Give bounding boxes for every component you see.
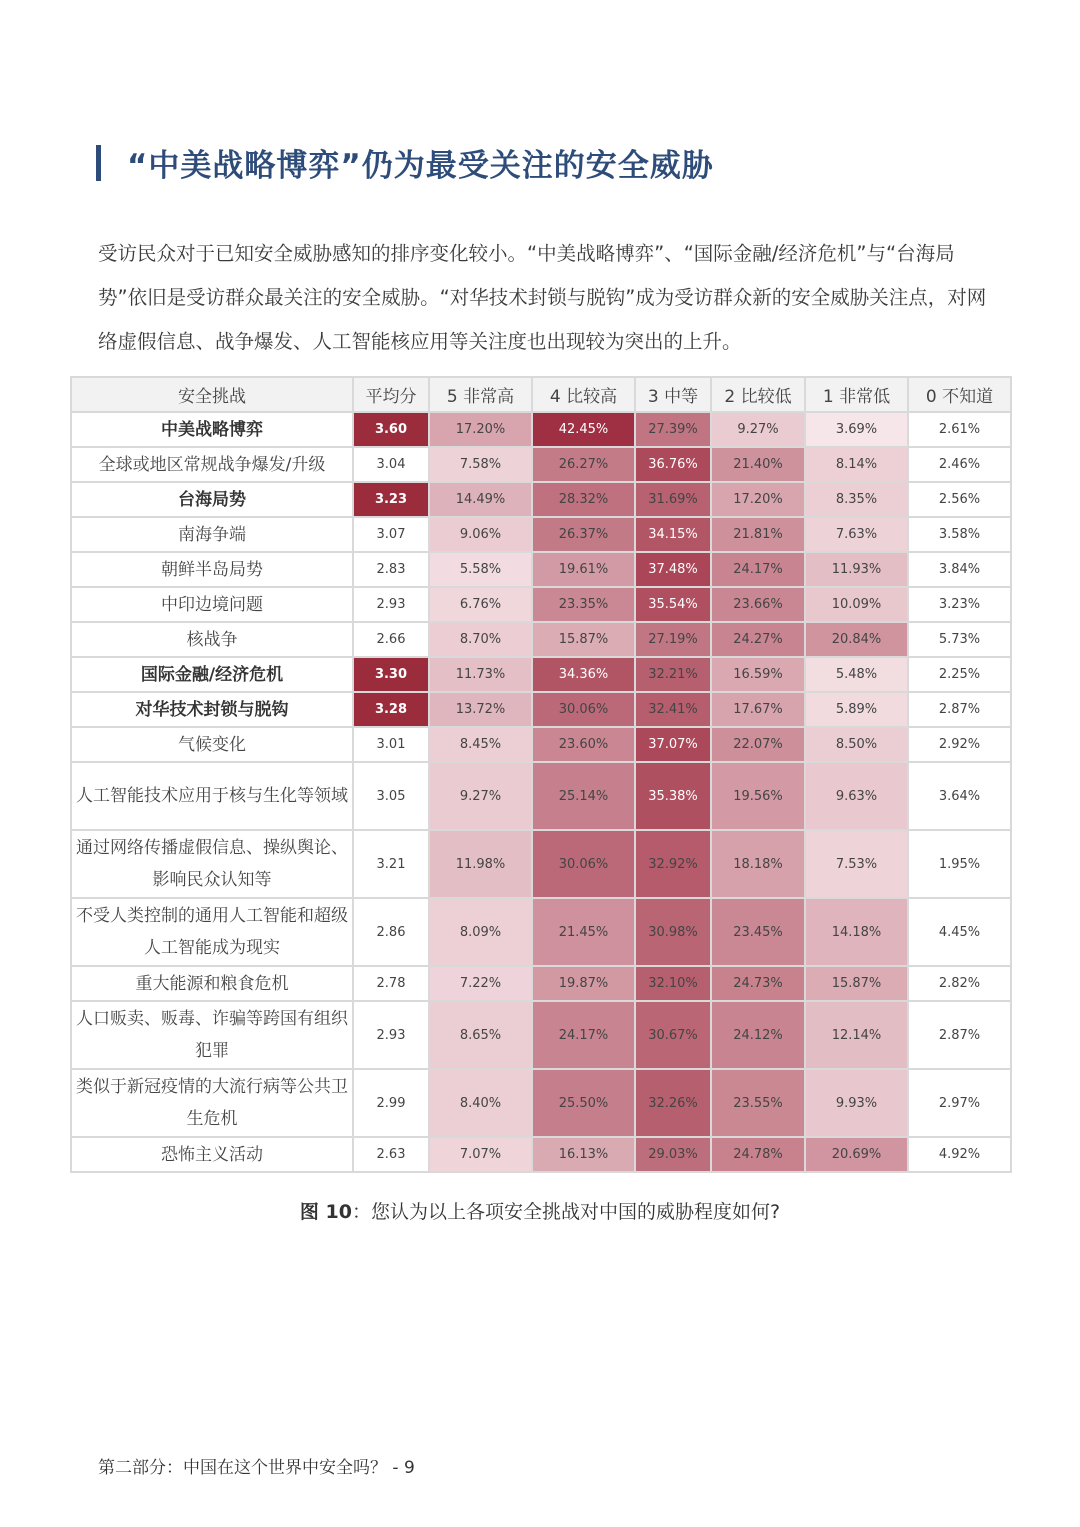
percent-cell: 21.81% xyxy=(711,517,805,552)
table-row xyxy=(71,966,1011,1001)
table-row xyxy=(71,762,1011,830)
average-score-cell: 2.93 xyxy=(353,587,429,622)
percent-cell: 3.58% xyxy=(908,517,1011,552)
percent-cell: 8.65% xyxy=(429,1001,532,1069)
threat-name-cell: 核战争 xyxy=(71,622,353,657)
percent-cell: 35.38% xyxy=(635,762,711,830)
percent-cell: 19.56% xyxy=(711,762,805,830)
table-row xyxy=(71,1137,1011,1172)
percent-cell: 19.61% xyxy=(532,552,635,587)
percent-cell: 14.18% xyxy=(805,898,908,966)
percent-cell: 9.63% xyxy=(805,762,908,830)
average-score-cell: 2.86 xyxy=(353,898,429,966)
percent-cell: 32.26% xyxy=(635,1069,711,1137)
figure-caption xyxy=(0,1197,1080,1224)
column-header: 4 比较高 xyxy=(532,377,635,412)
percent-cell: 17.20% xyxy=(711,482,805,517)
percent-cell: 21.40% xyxy=(711,447,805,482)
percent-cell: 35.54% xyxy=(635,587,711,622)
percent-cell: 4.45% xyxy=(908,898,1011,966)
percent-cell: 24.12% xyxy=(711,1001,805,1069)
threat-name-cell: 台海局势 xyxy=(71,482,353,517)
percent-cell: 7.58% xyxy=(429,447,532,482)
table-row xyxy=(71,482,1011,517)
percent-cell: 12.14% xyxy=(805,1001,908,1069)
percent-cell: 11.73% xyxy=(429,657,532,692)
percent-cell: 27.19% xyxy=(635,622,711,657)
percent-cell: 8.35% xyxy=(805,482,908,517)
column-header: 0 不知道 xyxy=(908,377,1011,412)
threat-name-cell: 南海争端 xyxy=(71,517,353,552)
percent-cell: 17.67% xyxy=(711,692,805,727)
percent-cell: 32.92% xyxy=(635,830,711,898)
percent-cell: 8.14% xyxy=(805,447,908,482)
percent-cell: 32.10% xyxy=(635,966,711,1001)
table-row xyxy=(71,587,1011,622)
percent-cell: 8.40% xyxy=(429,1069,532,1137)
percent-cell: 7.63% xyxy=(805,517,908,552)
table-row xyxy=(71,1069,1011,1137)
average-score-cell: 3.04 xyxy=(353,447,429,482)
column-header: 5 非常高 xyxy=(429,377,532,412)
threat-name-cell: 人工智能技术应用于核与生化等领域 xyxy=(71,762,353,830)
percent-cell: 29.03% xyxy=(635,1137,711,1172)
percent-cell: 15.87% xyxy=(805,966,908,1001)
percent-cell: 26.37% xyxy=(532,517,635,552)
table-row xyxy=(71,552,1011,587)
percent-cell: 10.09% xyxy=(805,587,908,622)
average-score-cell: 3.07 xyxy=(353,517,429,552)
percent-cell: 14.49% xyxy=(429,482,532,517)
threat-name-cell: 类似于新冠疫情的大流行病等公共卫生危机 xyxy=(71,1069,353,1137)
percent-cell: 2.56% xyxy=(908,482,1011,517)
average-score-cell: 3.28 xyxy=(353,692,429,727)
percent-cell: 30.06% xyxy=(532,692,635,727)
table-row xyxy=(71,517,1011,552)
percent-cell: 36.76% xyxy=(635,447,711,482)
average-score-cell: 2.66 xyxy=(353,622,429,657)
threat-name-cell: 人口贩卖、贩毒、诈骗等跨国有组织犯罪 xyxy=(71,1001,353,1069)
table-row xyxy=(71,692,1011,727)
percent-cell: 23.66% xyxy=(711,587,805,622)
percent-cell: 37.07% xyxy=(635,727,711,762)
percent-cell: 2.25% xyxy=(908,657,1011,692)
page-footer: 第二部分：中国在这个世界中安全吗？ - 9 xyxy=(98,1458,415,1478)
column-header: 1 非常低 xyxy=(805,377,908,412)
threat-name-cell: 恐怖主义活动 xyxy=(71,1137,353,1172)
percent-cell: 4.92% xyxy=(908,1137,1011,1172)
percent-cell: 34.36% xyxy=(532,657,635,692)
page-title: “中美战略博弈”仍为最受关注的安全威胁 xyxy=(127,148,714,184)
heading-accent-bar xyxy=(96,145,101,181)
percent-cell: 8.09% xyxy=(429,898,532,966)
percent-cell: 2.61% xyxy=(908,412,1011,447)
section-heading xyxy=(96,140,714,185)
percent-cell: 24.17% xyxy=(532,1001,635,1069)
average-score-cell: 2.63 xyxy=(353,1137,429,1172)
percent-cell: 21.45% xyxy=(532,898,635,966)
threat-name-cell: 重大能源和粮食危机 xyxy=(71,966,353,1001)
percent-cell: 30.06% xyxy=(532,830,635,898)
threat-name-cell: 中印边境问题 xyxy=(71,587,353,622)
average-score-cell: 3.23 xyxy=(353,482,429,517)
percent-cell: 2.97% xyxy=(908,1069,1011,1137)
percent-cell: 3.23% xyxy=(908,587,1011,622)
average-score-cell: 2.78 xyxy=(353,966,429,1001)
figure-question: ：您认为以上各项安全挑战对中国的威胁程度如何? xyxy=(351,1201,781,1223)
percent-cell: 3.84% xyxy=(908,552,1011,587)
percent-cell: 23.45% xyxy=(711,898,805,966)
percent-cell: 32.21% xyxy=(635,657,711,692)
percent-cell: 17.20% xyxy=(429,412,532,447)
column-header: 3 中等 xyxy=(635,377,711,412)
percent-cell: 22.07% xyxy=(711,727,805,762)
table-row xyxy=(71,622,1011,657)
percent-cell: 23.60% xyxy=(532,727,635,762)
percent-cell: 6.76% xyxy=(429,587,532,622)
percent-cell: 42.45% xyxy=(532,412,635,447)
percent-cell: 15.87% xyxy=(532,622,635,657)
percent-cell: 8.70% xyxy=(429,622,532,657)
percent-cell: 31.69% xyxy=(635,482,711,517)
percent-cell: 2.87% xyxy=(908,1001,1011,1069)
percent-cell: 24.27% xyxy=(711,622,805,657)
threat-name-cell: 不受人类控制的通用人工智能和超级人工智能成为现实 xyxy=(71,898,353,966)
percent-cell: 7.22% xyxy=(429,966,532,1001)
percent-cell: 5.89% xyxy=(805,692,908,727)
percent-cell: 25.14% xyxy=(532,762,635,830)
percent-cell: 5.73% xyxy=(908,622,1011,657)
average-score-cell: 3.21 xyxy=(353,830,429,898)
percent-cell: 2.87% xyxy=(908,692,1011,727)
percent-cell: 2.82% xyxy=(908,966,1011,1001)
percent-cell: 24.17% xyxy=(711,552,805,587)
column-header: 安全挑战 xyxy=(71,377,353,412)
percent-cell: 8.50% xyxy=(805,727,908,762)
average-score-cell: 2.99 xyxy=(353,1069,429,1137)
percent-cell: 25.50% xyxy=(532,1069,635,1137)
percent-cell: 9.27% xyxy=(711,412,805,447)
table-header-row xyxy=(71,377,1011,412)
intro-paragraph: 受访民众对于已知安全威胁感知的排序变化较小。“中美战略博弈”、“国际金融/经济危机”与“台海局势”依旧是受访群众最关注的安全威胁。“对华技术封锁与脱钩”成为受访群众新的安全威胁关注点，对网络虚假信息、战争爆发、人工智能核应用等关注度也出现较为突出的上升。 xyxy=(98,242,987,353)
percent-cell: 20.84% xyxy=(805,622,908,657)
percent-cell: 18.18% xyxy=(711,830,805,898)
percent-cell: 32.41% xyxy=(635,692,711,727)
threat-name-cell: 国际金融/经济危机 xyxy=(71,657,353,692)
percent-cell: 2.46% xyxy=(908,447,1011,482)
percent-cell: 16.59% xyxy=(711,657,805,692)
percent-cell: 11.98% xyxy=(429,830,532,898)
percent-cell: 1.95% xyxy=(908,830,1011,898)
average-score-cell: 3.30 xyxy=(353,657,429,692)
table-row xyxy=(71,830,1011,898)
table-row xyxy=(71,412,1011,447)
percent-cell: 9.27% xyxy=(429,762,532,830)
percent-cell: 11.93% xyxy=(805,552,908,587)
column-header: 平均分 xyxy=(353,377,429,412)
average-score-cell: 3.60 xyxy=(353,412,429,447)
percent-cell: 16.13% xyxy=(532,1137,635,1172)
percent-cell: 24.78% xyxy=(711,1137,805,1172)
percent-cell: 9.93% xyxy=(805,1069,908,1137)
percent-cell: 26.27% xyxy=(532,447,635,482)
percent-cell: 5.48% xyxy=(805,657,908,692)
percent-cell: 2.92% xyxy=(908,727,1011,762)
percent-cell: 30.67% xyxy=(635,1001,711,1069)
percent-cell: 28.32% xyxy=(532,482,635,517)
percent-cell: 7.07% xyxy=(429,1137,532,1172)
percent-cell: 5.58% xyxy=(429,552,532,587)
table-row xyxy=(71,1001,1011,1069)
percent-cell: 30.98% xyxy=(635,898,711,966)
percent-cell: 37.48% xyxy=(635,552,711,587)
table-row xyxy=(71,727,1011,762)
average-score-cell: 3.05 xyxy=(353,762,429,830)
figure-number: 图 10 xyxy=(299,1201,352,1223)
percent-cell: 19.87% xyxy=(532,966,635,1001)
percent-cell: 7.53% xyxy=(805,830,908,898)
percent-cell: 24.73% xyxy=(711,966,805,1001)
percent-cell: 3.64% xyxy=(908,762,1011,830)
table-row xyxy=(71,657,1011,692)
threat-name-cell: 通过网络传播虚假信息、操纵舆论、影响民众认知等 xyxy=(71,830,353,898)
threat-name-cell: 朝鲜半岛局势 xyxy=(71,552,353,587)
percent-cell: 13.72% xyxy=(429,692,532,727)
threat-heatmap-table xyxy=(70,376,1012,1173)
average-score-cell: 3.01 xyxy=(353,727,429,762)
table-row xyxy=(71,447,1011,482)
percent-cell: 23.35% xyxy=(532,587,635,622)
threat-name-cell: 气候变化 xyxy=(71,727,353,762)
percent-cell: 34.15% xyxy=(635,517,711,552)
threat-name-cell: 全球或地区常规战争爆发/升级 xyxy=(71,447,353,482)
percent-cell: 27.39% xyxy=(635,412,711,447)
percent-cell: 20.69% xyxy=(805,1137,908,1172)
average-score-cell: 2.83 xyxy=(353,552,429,587)
threat-name-cell: 对华技术封锁与脱钩 xyxy=(71,692,353,727)
column-header: 2 比较低 xyxy=(711,377,805,412)
percent-cell: 9.06% xyxy=(429,517,532,552)
table-row xyxy=(71,898,1011,966)
average-score-cell: 2.93 xyxy=(353,1001,429,1069)
percent-cell: 8.45% xyxy=(429,727,532,762)
percent-cell: 3.69% xyxy=(805,412,908,447)
threat-name-cell: 中美战略博弈 xyxy=(71,412,353,447)
percent-cell: 23.55% xyxy=(711,1069,805,1137)
